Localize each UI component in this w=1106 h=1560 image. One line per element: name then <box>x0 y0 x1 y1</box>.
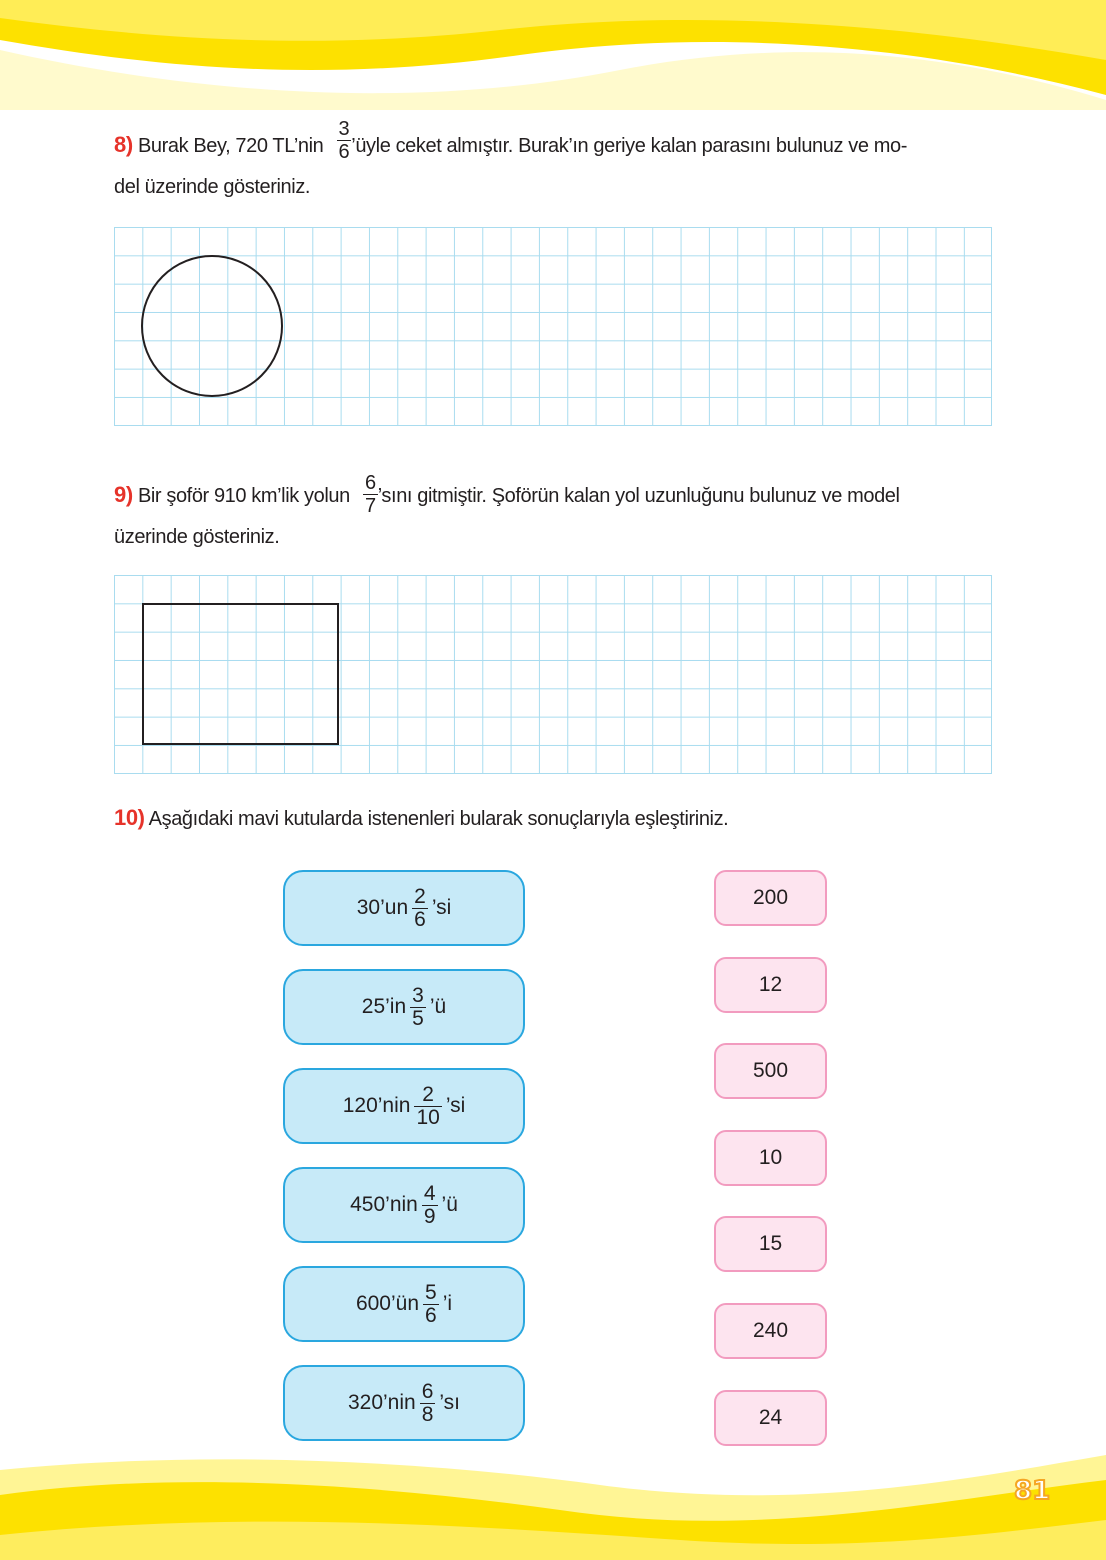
answer-box-5[interactable]: 15 <box>714 1216 827 1272</box>
fraction-numerator: 4 <box>423 1181 436 1205</box>
fraction-denominator: 6 <box>425 1303 437 1327</box>
rectangle-model <box>142 603 339 745</box>
expression-box-1[interactable] <box>283 870 525 946</box>
question-9 <box>114 474 994 555</box>
bottom-wave-banner <box>0 1440 1106 1560</box>
fraction-denominator: 9 <box>423 1204 436 1228</box>
fraction <box>412 886 428 931</box>
fraction-numerator: 3 <box>412 983 424 1007</box>
expression-suffix: ’i <box>442 1292 453 1315</box>
fraction <box>337 118 352 163</box>
expression-suffix: ’ü <box>429 995 447 1018</box>
question-text-line2: üzerinde gösteriniz. <box>114 526 280 548</box>
fraction-numerator: 3 <box>338 118 350 140</box>
question-10 <box>114 800 994 837</box>
expression-prefix: 120’nin <box>342 1094 411 1117</box>
expression-box-5[interactable] <box>283 1266 525 1342</box>
fraction-denominator: 6 <box>338 141 350 163</box>
answer-box-3[interactable]: 500 <box>714 1043 827 1099</box>
fraction <box>420 1381 436 1426</box>
question-text-line2: del üzerinde gösteriniz. <box>114 176 311 198</box>
question-number: 8) <box>114 131 133 157</box>
question-8 <box>114 118 994 205</box>
answer-box-2[interactable]: 12 <box>714 957 827 1013</box>
fraction <box>423 1282 439 1327</box>
fraction-numerator: 5 <box>425 1280 437 1304</box>
expression-prefix: 320’nin <box>347 1391 416 1414</box>
fraction <box>414 1084 441 1129</box>
top-wave-banner <box>0 0 1106 110</box>
fraction <box>422 1183 438 1228</box>
expression-prefix: 25’in <box>361 995 407 1018</box>
question-number: 9) <box>114 481 133 507</box>
question-text: Burak Bey, 720 TL’nin <box>137 134 324 157</box>
expression-box-6[interactable] <box>283 1365 525 1441</box>
question-text: Bir şoför 910 km’lik yolun <box>137 484 350 507</box>
fraction-numerator: 2 <box>422 1082 434 1106</box>
fraction <box>363 472 378 517</box>
expression-suffix: ’ü <box>441 1193 458 1216</box>
answer-box-4[interactable]: 10 <box>714 1130 827 1186</box>
expression-suffix: ’si <box>445 1094 466 1117</box>
question-text: ’sını gitmiştir. Şoförün kalan yol uzunluğunu bulunuz ve model <box>377 484 900 507</box>
expression-prefix: 600’ün <box>355 1292 420 1315</box>
fraction-numerator: 6 <box>365 472 376 494</box>
fraction-denominator: 8 <box>421 1402 434 1426</box>
question-number: 10) <box>114 805 145 830</box>
fraction <box>410 985 426 1030</box>
answer-box-6[interactable]: 240 <box>714 1303 827 1359</box>
fraction-denominator: 10 <box>416 1105 440 1129</box>
expression-prefix: 450’nin <box>350 1193 418 1216</box>
fraction-numerator: 6 <box>421 1379 434 1403</box>
expression-box-3[interactable] <box>283 1068 525 1144</box>
circle-model <box>140 254 286 400</box>
page-number: 81 <box>1014 1476 1051 1506</box>
fraction-denominator: 7 <box>365 495 376 517</box>
fraction-denominator: 6 <box>414 907 426 931</box>
expression-box-2[interactable] <box>283 969 525 1045</box>
expression-suffix: ’sı <box>439 1391 461 1414</box>
answer-box-7[interactable]: 24 <box>714 1390 827 1446</box>
fraction-numerator: 2 <box>414 884 426 908</box>
question-text: Aşağıdaki mavi kutularda istenenleri bularak sonuçlarıyla eşleştiriniz. <box>148 808 729 830</box>
question-text: ’üyle ceket almıştır. Burak’ın geriye kalan parasını bulunuz ve mo- <box>351 134 907 157</box>
expression-suffix: ’si <box>431 896 452 919</box>
expression-prefix: 30’un <box>356 896 409 919</box>
answer-box-1[interactable]: 200 <box>714 870 827 926</box>
fraction-denominator: 5 <box>412 1006 424 1030</box>
expression-box-4[interactable] <box>283 1167 525 1243</box>
